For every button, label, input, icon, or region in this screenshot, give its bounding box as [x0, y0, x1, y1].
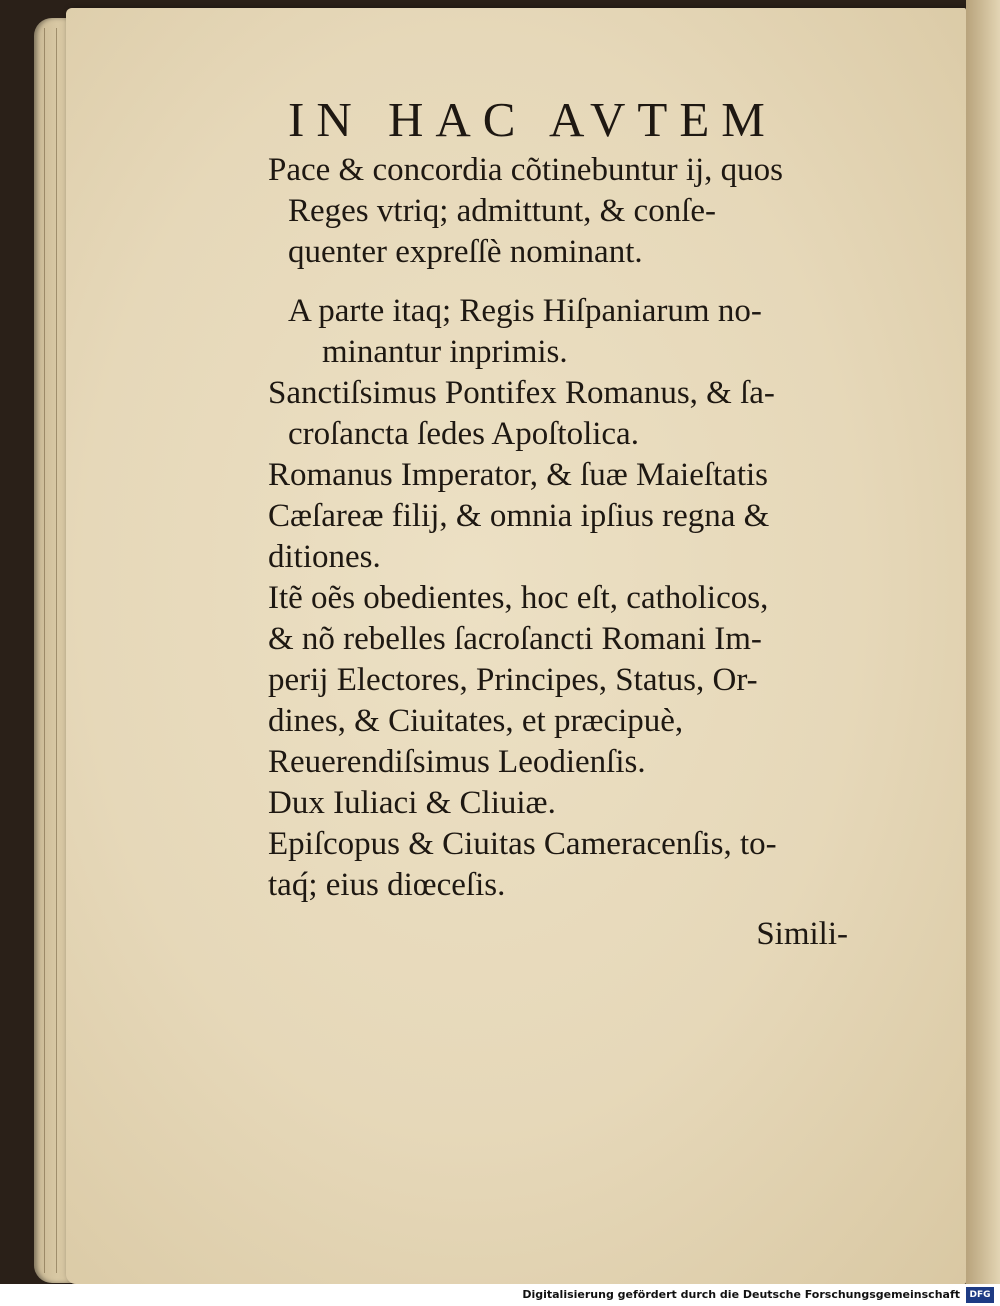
text-line: perij Electores, Principes, Status, Or-	[268, 662, 758, 698]
text-line: Romanus Imperator, & ſuæ Maieſtatis	[268, 457, 769, 493]
text-line: minantur inprimis.	[322, 334, 568, 370]
catchword: Simili-	[756, 916, 848, 952]
text-line: Dux Iuliaci & Cliuiæ.	[268, 785, 556, 821]
text-line: ditiones.	[268, 539, 381, 575]
text-line: Cæſareæ filij, & omnia ipſius regna &	[268, 498, 770, 534]
dfg-logo: DFG	[966, 1287, 994, 1303]
text-line: Sanctiſsimus Pontifex Romanus, & ſa-	[268, 375, 775, 411]
text-line: Reges vtriq; admittunt, & conſe-	[288, 193, 717, 229]
text-line: croſancta ſedes Apoſtolica.	[288, 416, 639, 452]
page-heading: IN HAC AVTEM	[288, 92, 777, 147]
footer-bar	[0, 1284, 1000, 1306]
text-line: dines, & Ciuitates, et præcipuè,	[268, 703, 684, 739]
funding-credit: Digitalisierung gefördert durch die Deutsche Forschungsgemeinschaft	[522, 1288, 960, 1301]
text-line: Epiſcopus & Ciuitas Cameracenſis, to-	[268, 826, 777, 862]
text-line: quenter expreſſè nominant.	[288, 234, 643, 270]
text-line: Pace & concordia cõtinebuntur ij, quos	[268, 152, 784, 188]
facing-page-edge	[966, 0, 1000, 1284]
text-line: taq́; eius diœceſis.	[268, 867, 506, 903]
text-line: & nõ rebelles ſacroſancti Romani Im-	[268, 621, 762, 657]
text-line: A parte itaq; Regis Hiſpaniarum no-	[288, 293, 762, 329]
text-line: Itẽ oẽs obedientes, hoc eſt, catholicos,	[268, 580, 769, 616]
page-text	[268, 90, 888, 955]
text-line: Reuerendiſsimus Leodienſis.	[268, 744, 646, 780]
